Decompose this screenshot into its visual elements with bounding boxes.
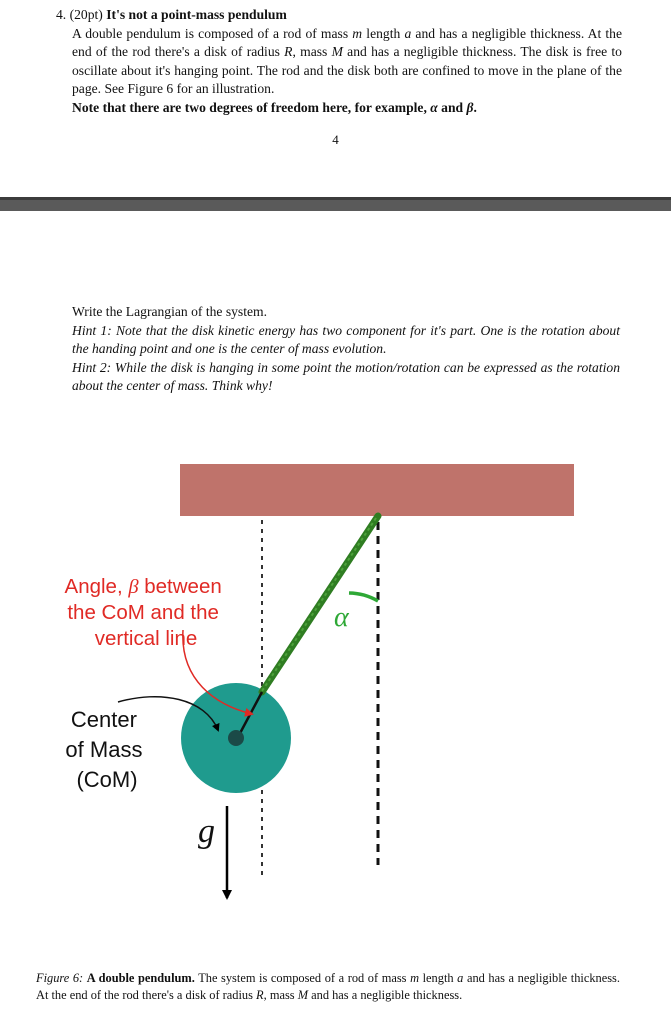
beta-symbol: β: [128, 576, 139, 598]
problem-title: It's not a point-mass pendulum: [106, 7, 287, 22]
page-separator-edge: [0, 197, 671, 200]
hint-1: [72, 322, 620, 359]
caption-var-R: R: [256, 988, 264, 1003]
pendulum-figure: [0, 440, 671, 910]
note-text: and: [437, 99, 467, 115]
problem-text: and has a negligible thickness. At the end of the rod there's a disk of radius: [72, 25, 623, 60]
hint-2-label: Hint 2:: [72, 359, 112, 375]
beta-label-line-2: the CoM and the: [67, 601, 219, 624]
beta-label: [65, 575, 228, 650]
com-label-line-2: of Mass: [65, 737, 143, 762]
caption-text: , mass: [263, 988, 298, 1003]
beta-label-prefix: Angle,: [64, 575, 129, 598]
var-a: a: [404, 25, 412, 41]
caption-var-a: a: [457, 971, 464, 985]
alpha-angle-arc: [349, 593, 378, 601]
note-beta: β: [466, 99, 474, 115]
problem-text: A double pendulum is composed of a rod of mass: [72, 25, 353, 41]
problem-statement: [56, 6, 622, 118]
hint-1-text: Note that the disk kinetic energy has two component for it's part. One is the rotation about the handing point and one is the center of mass evolution.: [72, 322, 620, 357]
problem-text: and has a negligible thickness. The disk is free to oscillate about it's hanging point. The rod and the disk both are confined to move in the plane of the page. See Figure 6 for an illustration.: [72, 44, 622, 97]
problem-points: (20pt): [69, 7, 103, 22]
caption-text: length: [419, 971, 458, 985]
alpha-symbol: α: [334, 602, 349, 633]
caption-text: and has a negligible thickness.: [308, 988, 463, 1003]
caption-text: The system is composed of a rod of mass: [194, 971, 411, 985]
pendulum-diagram: [0, 440, 671, 910]
figure-caption: [36, 970, 620, 1004]
note-alpha: α: [430, 99, 438, 115]
caption-title: A double pendulum.: [86, 971, 195, 985]
problem-text: , mass: [292, 44, 332, 60]
caption-var-m: m: [410, 971, 420, 985]
caption-text: and has a negligible thickness. At the end of the rod there's a disk of radius: [36, 971, 620, 1003]
beta-label-line-1: [65, 575, 222, 598]
center-of-mass-dot: [228, 730, 244, 746]
problem-text: length: [362, 25, 405, 41]
problem-body: [72, 25, 622, 118]
note-text: .: [473, 99, 477, 115]
page-number: 4: [332, 132, 339, 147]
task-instruction: Write the Lagrangian of the system.: [72, 304, 267, 319]
note-text: Note that there are two degrees of freedom here, for example,: [72, 99, 431, 115]
gravity-symbol: g: [198, 813, 215, 850]
var-R: R: [284, 44, 293, 60]
ceiling: [180, 464, 574, 516]
hint-2: [72, 359, 620, 396]
hint-1-label: Hint 1:: [72, 322, 112, 338]
beta-label-suffix: between: [138, 575, 222, 598]
caption-label: Figure 6:: [36, 971, 84, 985]
caption-var-M: M: [297, 988, 309, 1003]
var-m: m: [352, 25, 363, 41]
hint-2-text: While the disk is hanging in some point the motion/rotation can be expressed as the rotation about the center of mass. Think why!: [72, 359, 621, 394]
problem-heading: [56, 6, 622, 25]
problem-number: 4.: [56, 7, 67, 22]
beta-label-line-3: vertical line: [94, 627, 198, 650]
page-separator: [0, 197, 671, 211]
com-label-line-3: (CoM): [76, 767, 138, 792]
task-section: [72, 303, 620, 396]
com-label: [65, 707, 148, 792]
com-label-line-1: Center: [70, 707, 137, 732]
var-M: M: [331, 44, 343, 60]
degrees-of-freedom-note: [72, 100, 477, 115]
